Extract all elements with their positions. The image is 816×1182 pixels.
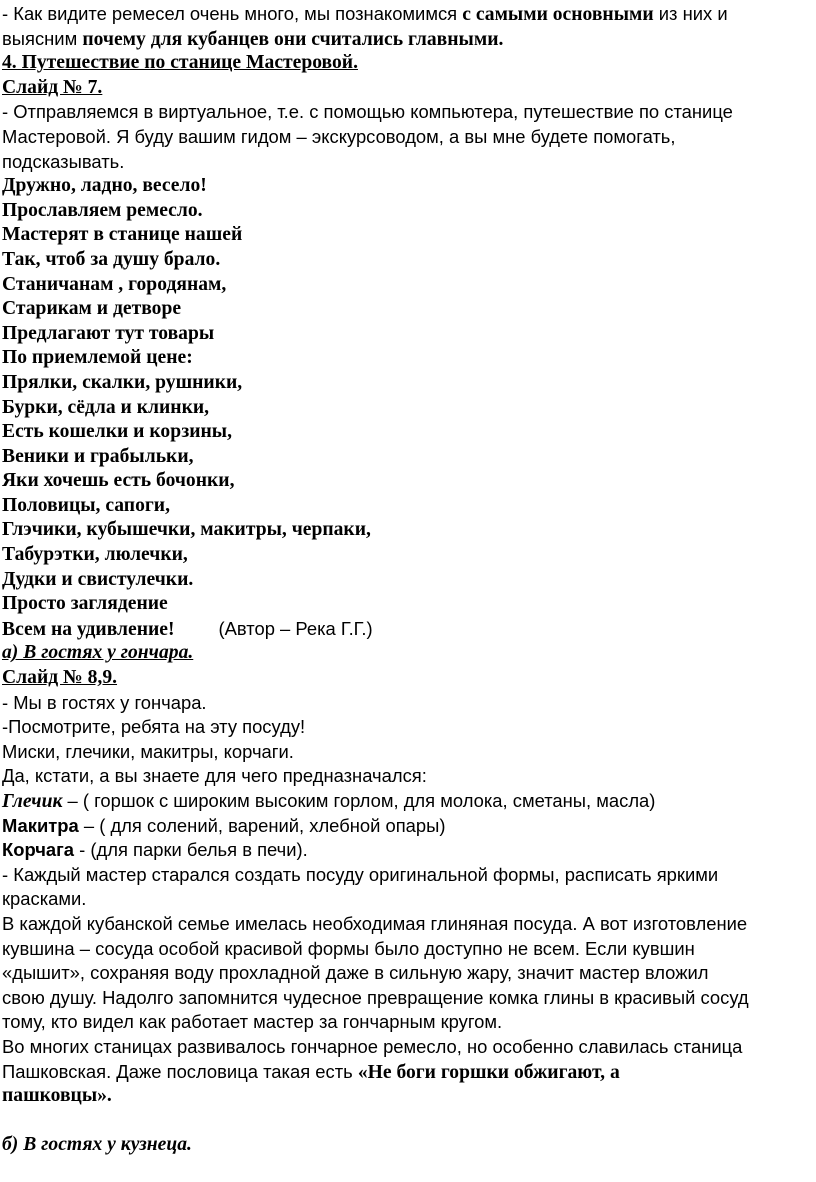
poem-line: Веники и грабыльки, [2, 445, 194, 467]
paragraph-line: Да, кстати, а вы знаете для чего предназначался: [2, 765, 427, 787]
paragraph-line: - Мы в гостях у гончара. [2, 691, 207, 713]
term: Корчага [2, 839, 75, 861]
poem-line: Яки хочешь есть бочонки, [2, 470, 235, 492]
poem-line: Прялки, скалки, рушники, [2, 371, 243, 393]
text-span: из них и [653, 3, 728, 24]
paragraph-line: красками. [2, 888, 87, 910]
proverb-end: пашковцы». [2, 1085, 112, 1107]
poem-line: Половицы, сапоги, [2, 494, 170, 516]
paragraph-line: свою душу. Надолго запомнится чудесное превращение комка глины в красивый сосуд [2, 986, 749, 1008]
intro-line-1 [0, 2, 816, 27]
paragraph-line: - Отправляемся в виртуальное, т.е. с помощью компьютера, путешествие по станице [2, 101, 733, 123]
definition-korchaga [0, 838, 816, 863]
paragraph-line: Миски, глечики, макитры, корчаги. [2, 740, 294, 762]
poem-line: Предлагают тут товары [2, 322, 215, 344]
paragraph-line: В каждой кубанской семье имелась необходимая глиняная посуда. А вот изготовление [2, 912, 748, 934]
poem-line: Прославляем ремесло. [2, 199, 203, 221]
poem-line: Просто заглядение [2, 593, 168, 615]
definition: – ( для солений, варений, хлебной опары) [78, 814, 446, 836]
term: Макитра [2, 814, 79, 836]
poem-line: Есть кошелки и корзины, [2, 421, 232, 443]
text-span: - Как видите ремесел очень много, мы познакомимся [2, 3, 463, 24]
author-credit: (Автор – Река Г.Г.) [218, 617, 373, 639]
term: Глечик [2, 791, 63, 812]
poem-line: Станичанам , городянам, [2, 273, 227, 295]
smith-heading: б) В гостях у кузнеца. [2, 1134, 192, 1156]
intro-line-2 [0, 27, 816, 52]
poem-line: Так, чтоб за душу брало. [2, 248, 221, 270]
poem-line: Табурэтки, люлечки, [2, 544, 188, 566]
definition: – ( горшок с широким высоким горлом, для молока, сметаны, масла) [62, 790, 656, 811]
potter-heading: а) В гостях у гончара. [2, 642, 194, 664]
definition-glechik [0, 789, 816, 814]
text-span: выясним [2, 27, 83, 49]
proverb-line [0, 1060, 816, 1085]
poem-line: Старикам и детворе [2, 298, 182, 320]
poem-line: Бурки, сёдла и клинки, [2, 396, 210, 418]
poem-line: Дружно, ладно, весело! [2, 175, 207, 197]
proverb-text: «Не боги горшки обжигают, а [357, 1061, 620, 1083]
section-heading: 4. Путешествие по станице Мастеровой. [2, 52, 358, 74]
definition-makitra [0, 814, 816, 839]
definition: - (для парки белья в печи). [74, 839, 308, 861]
poem-line: Глэчики, кубышечки, макитры, черпаки, [2, 519, 371, 541]
slide-label: Слайд № 8,9. [2, 667, 118, 689]
bold-span: почему для кубанцев они считались главными. [82, 28, 504, 50]
poem-line: По приемлемой цене: [2, 347, 193, 369]
paragraph-line: «дышит», сохраняя воду прохладной даже в сильную жару, значит мастер вложил [2, 962, 709, 984]
poem-line-last [0, 617, 816, 642]
paragraph-line: подсказывать. [2, 150, 125, 172]
paragraph-line: -Посмотрите, ребята на эту посуду! [2, 716, 306, 738]
bold-span: с самыми основными [462, 4, 654, 25]
slide-label: Слайд № 7. [2, 76, 103, 98]
poem-line: Мастерят в станице нашей [2, 224, 243, 246]
paragraph-line: Мастеровой. Я буду вашим гидом – экскурсоводом, а вы мне будете помогать, [2, 125, 676, 147]
paragraph-line: - Каждый мастер старался создать посуду оригинальной формы, расписать яркими [2, 863, 719, 885]
poem-text: Всем на удивление! [2, 618, 175, 640]
blank-line [0, 1109, 816, 1134]
poem-line: Дудки и свистулечки. [2, 568, 194, 590]
text-span: Пашковская. Даже пословица такая есть [2, 1060, 358, 1082]
paragraph-line: Во многих станицах развивалось гончарное ремесло, но особенно славилась станица [2, 1035, 743, 1057]
paragraph-line: тому, кто видел как работает мастер за гончарным кругом. [2, 1011, 503, 1033]
paragraph-line: кувшина – сосуда особой красивой формы было доступно не всем. Если кувшин [2, 937, 695, 959]
